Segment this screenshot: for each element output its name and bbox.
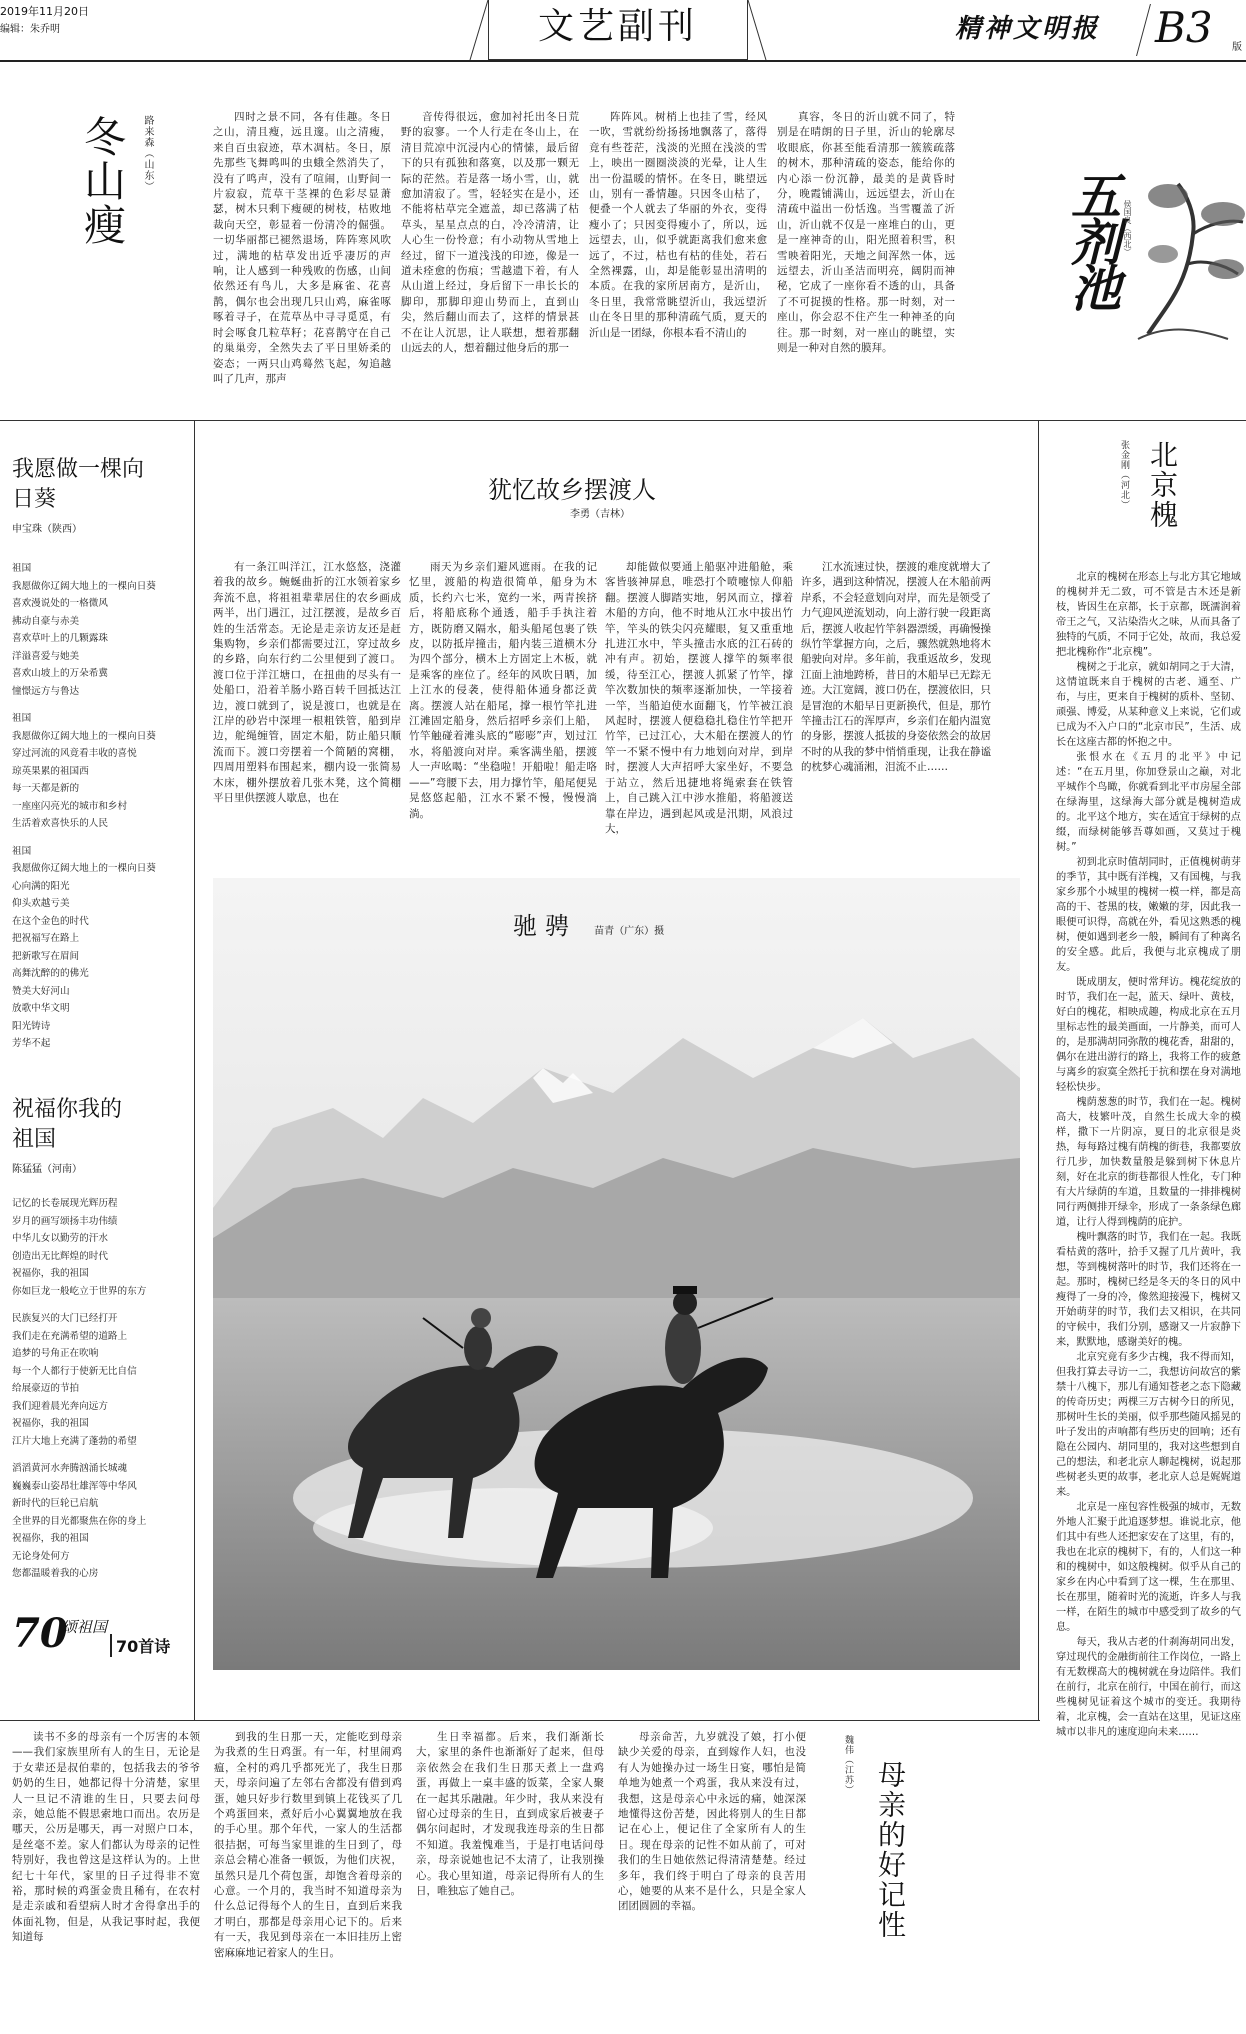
poem-line: 每一天都是新的 — [12, 783, 80, 794]
poem-title-motherland: 祝福你我的祖国 — [12, 1097, 123, 1152]
poem-line: 喜欢漫说处的一格微风 — [12, 598, 108, 609]
paragraph: 初到北京时值胡同时，正值槐树萌芽的季节，其中既有洋槐，又有国槐，与我家乡那个小城里的槐树一模一样，都是高高的干、苍黑的枝，嫩嫩的芽，因此我一眼便可识得，高就在外，看见这熟悉的槐树，便如遇到老乡一般，瞬间有了种离名的安全感。此后，我便与北京槐成了朋友。 — [1056, 857, 1241, 973]
poem-body-sunflower — [12, 560, 190, 1053]
poem-line: 祝福你，我的祖国 — [12, 1533, 89, 1544]
paragraph: 真容，冬日的沂山就不同了，特别是在晴朗的日子里，沂山的轮廓尽收眼底，你甚至能看清那一簇簇疏落的树木，那种清疏的姿态，能给你的内心添一份沉静，最美的是黄昏时分，晚霞铺满山，远远望去，沂山在清疏中溢出一份恬逸。当雪覆盖了沂山，沂山就不仅是一座堆白的山，更是一座神奇的山，阳光照着积雪，积雪映着阳光，天地之间浑然一体，远远望去，沂山圣洁而明亮，阔阴而神秘，它成了一座你看不透的山，具备了不可捉摸的性格。那一时刻，对一座山，你会忍不住产生一种神圣的向往。那一时刻，对一座山的眺望，实则是一种对自然的膜拜。 — [777, 111, 955, 355]
badge-script: 颂祖国 — [62, 1618, 108, 1636]
paragraph: 江水流速过快，摆渡的难度就增大了许多，遇到这种情况，摆渡人在木船前两岸系，不会轻意划向对岸，而先是领受了力气迎风逆流划动，向上游行驶一段距离后，摆渡人收起竹竿斜器漂缓，再确慢操纵竹竿掌握方向，之后，骤然就熟地将木船驶向对岸。多年前，我重返故乡，发现江面上油地跨桥，昔日的木船早已无踪无迹。大江宽阔，渡口仍在，摆渡依旧，只是冒泡的木船早日更新换代，但是，那竹竿撞击江石的浑厚声，乡亲们在船内温宽的身影，摆渡人抵拔的身姿依然会的故居不时的从我的梦中悄悄重现，让我在静谧的枕梦心魂涌湘，泪流不止…… — [801, 561, 991, 774]
article-col-dongshan — [401, 110, 579, 402]
poem-line: 祝福你，我的祖国 — [12, 1418, 89, 1429]
paragraph: 既成朋友，便时常拜访。槐花绽放的时节，我们在一起，蓝天、绿叶、黄枝，好白的槐花，相映成趣，构成北京在五月里标志性的最美画面，一片静美，而可人的，是那满胡同弥散的槐花香，甜甜的，偶尔在进出游行的路上，我将工作的疲惫与离乡的寂寞全然托于抗和摆在身对满地轻松快步。 — [1056, 977, 1241, 1093]
paragraph: 音传得很远，愈加衬托出冬日荒野的寂寥。一个人行走在冬山上，在清目荒凉中沉浸内心的情愫，最后留下的只有孤独和落寞，以及那一颗无际的茫然。若是落一场小雪，山，就愈加清寂了。雪，轻轻实在是小，还不能将枯草完全遮盖，却已落满了枯草头，星星点点的白，冷冷清清，让人心生一份怜意；有小动物从雪地上经过，留下一道浅浅的印迹，像是一道未痊愈的伤痕；雪越遗下着，有人从山道上经过，身后留下一串长长的脚印，那脚印迎山势而上，直到山尖，然后翻山而去了，这样的情景甚不在让人沉思，让人联想，想着那翻山远去的人，想着翻过他身后的那一 — [401, 111, 579, 355]
photo-author: 苗青（广东）摄 — [594, 926, 665, 937]
article-col-ferry — [409, 560, 597, 860]
poem-line: 新时代的巨轮已启航 — [12, 1498, 99, 1509]
article-author-beijing: 张金刚（河北） — [1119, 440, 1129, 510]
poem-line: 阳光铸诗 — [12, 1020, 51, 1032]
poem-line: 喜欢草叶上的几颗露珠 — [12, 633, 108, 644]
article-col-ferry — [605, 560, 793, 860]
poem-line: 全世界的目光都聚焦在你的身上 — [12, 1515, 147, 1527]
article-body-beijing — [1056, 570, 1241, 1738]
poem-line: 中华儿女以勤劳的汗水 — [12, 1233, 108, 1244]
header-slash — [1136, 4, 1151, 56]
poem-line: 洋溢喜爱与她美 — [12, 650, 80, 662]
paragraph: 生日幸福都。后来，我们渐渐长大，家里的条件也渐渐好了起来，但母亲依然会在我们生日那天煮上一盘鸡蛋，再做上一桌丰盛的饭菜，全家人聚在一起其乐融融。年少时，我从来没有留心过母亲的生日，直到成家后被妻子偶尔问起时，才发现我连母亲的生日都不知道。我羞愧难当，于是打电话问母亲，母亲说她也记不太清了，让我别操心。我心里知道，母亲记得所有人的生日，唯独忘了她自己。 — [416, 1731, 604, 1898]
poem-line: 把新歌写在眉间 — [12, 950, 80, 962]
poem-title-sunflower: 我愿做一棵向日葵 — [12, 457, 145, 512]
poem-line: 在这个金色的时代 — [12, 915, 89, 927]
article-col-mother — [618, 1730, 806, 2026]
article-title-mother: 母亲的好记性 — [874, 1760, 907, 1940]
poem-stanza — [12, 1195, 190, 1300]
paragraph: 张恨水在《五月的北平》中记述：“在五月里，你加登景山之巅，对北平城作个鸟瞰，你就看到北平市房屋全部在绿海里，这绿海大部分就是槐树造成的。北平这个地方，实在适宜于绿树的点缀，而绿树能够吾尊如画，又莫过于槐树。” — [1056, 752, 1241, 853]
poem-line: 滔滔黄河水奔腾汹涌长城魂 — [12, 1463, 128, 1474]
column-divider-left — [194, 420, 195, 1720]
article-col-mother — [214, 1730, 402, 2026]
article-col-ferry — [801, 560, 991, 860]
paragraph: 到我的生日那一天，定能吃到母亲为我煮的生日鸡蛋。有一年，村里闹鸡瘟，全村的鸡几乎都死光了，我生日那天，母亲问遍了左邻右舍都没有借到鸡蛋，她只好步行数里到镇上花钱买了几个鸡蛋回来，煮好后小心翼翼地放在我的手心里。那个年代，一家人的生活都很拮据，可每当家里谁的生日到了，母亲总会精心准备一顿饭，为他们庆祝，虽然只是几个荷包蛋，却饱含着母亲的心意。一个月的，我当时不知道母亲为什么总记得每个人的生日，直到后来我才明白，那都是母亲用心记下的。后来有一天，我见到母亲在一本旧挂历上密密麻麻地记着家人的生日。 — [214, 1731, 402, 1959]
photo-title: 驰骋 — [513, 912, 577, 940]
paper-name: 精神文明报 — [955, 14, 1101, 44]
photo-caption — [513, 906, 664, 941]
paragraph: 有一条江叫洋江，江水悠悠，浇灌着我的故乡。蜿蜒曲折的江水领着家乡奔流不息，将祖祖辈辈居住的农乡画成两半，出门遇江，过江摆渡，是故乡百姓的生活常态。无论是走亲访友还是赶集购物，乡亲们都需要过江，穿过故乡的乡路，向东行约二公里便到了渡口。渡口位于洋江塘口，在扭曲的尽头有一处船口，沿着羊肠小路百转千回抵达江边，渡口就到了，说是渡口，也就是在江岸的砂岩中深埋一根粗铁管，船到岸边，舵绳缠管，固定木船，防止船只顺流而下。渡口旁摆着一个简陋的窝棚，四周用塑料布围起来，棚内设一张简易木床，棚外摆放着几张木凳，这个简棚平日里供摆渡人歇息，也在 — [213, 561, 401, 805]
poem-line: 岁月的画写颂扬丰功伟绩 — [12, 1215, 118, 1227]
paragraph: 北京究竟有多少古槐，我不得而知，但我打算去寻访一二，我想访问故宫的紫禁十八槐下，那儿有通知苍老之态下隐藏的传奇历史；两棵三万古树今日的所见，那树叶生长的美丽，似乎那些随风摇晃的叶子发出的声响都有些历史的回响；还有隐在公园内、胡同里的，我对这些想到自己的想法，和老北京人聊起槐树，说起那些树老头更的故事，老北京人总是娓娓道来。 — [1056, 1352, 1241, 1498]
paragraph: 四时之景不同，各有佳趣。冬日之山，清且瘦，远且邃。山之清瘦，来自百虫寂迹，草木凋枯。冬日，原先那些飞舞鸣叫的虫蛾全然消失了，没有了鸣声，没有了喧闹，山野间一片寂寂，荒草干茎裸的色彩尽显萧瑟，树木只剩下瘦硬的树枝，枯败地裁向天空，彰显着一份清冷的倔强。一切华丽都已褪然退场，阵阵寒风吹过，满地的枯草发出近乎凄厉的声响，让人感到一种残败的伤感，山间依然还有鸟儿，大多是麻雀、花喜鹊，偶尔也会出现几只山鸡，麻雀啄啄着寻子，在荒草丛中寻寻觅觅，有时会啄食几粒草籽；花喜鹊守在自己的巢巢旁，全然失去了平日里娇柔的姿态；一两只山鸡蓦然飞起，匆追越叫了几声，那声 — [213, 111, 391, 385]
photo-frame — [213, 878, 1020, 1670]
poem-line: 生活着欢喜快乐的人民 — [12, 818, 108, 829]
poem-line: 民族复兴的大门已经打开 — [12, 1313, 118, 1324]
article-title-beijing: 北京槐 — [1146, 440, 1179, 530]
poem-line: 一座座闪亮光的城市和乡村 — [12, 800, 128, 812]
paragraph: 阵阵风。树梢上也挂了雪，经风一吹，雪就纷纷扬扬地飘落了，落得竟有些苍茫，浅淡的光照在浅淡的雪上，映出一圈圈淡淡的光晕，让人生出一份温暖的情怀。在冬日，眺望远山，别有一番情趣。只因冬山枯了，便叠一个人就去了华丽的外衣，变得瘦小了；只因变得瘦小了，所以，远远望去，山，似乎就距离我们愈来愈远了，不过，枯也有枯的佳处，若石全然裸露，山，却是能彰显出清明的本质。在我的家所居南方，是沂山，冬日里，我常常眺望沂山，我远望沂山在冬日里的那种清疏气质，夏天的沂山是一团绿，你根本看不清山的 — [589, 111, 767, 339]
poem-line: 仰头欢越亏美 — [12, 898, 70, 909]
poem-stanza — [12, 1310, 190, 1450]
poem-line: 我愿做你辽阔大地上的一棵向日葵 — [12, 863, 156, 874]
poem-line: 高舞沈醉的的佛光 — [12, 968, 89, 979]
header-editor: 编辑：朱乔明 — [0, 24, 60, 35]
page-suffix: 版 — [1232, 42, 1242, 53]
poem-stanza — [12, 560, 190, 700]
poem-line: 喜欢山坡上的万朵希冀 — [12, 668, 108, 679]
poem-line: 把祝福写在路上 — [12, 933, 80, 944]
poem-line: 赞美大好河山 — [12, 985, 70, 997]
poem-line: 祖国 — [12, 563, 32, 574]
photo-horse-riders-image — [213, 878, 1020, 1670]
poem-line: 给展豪迈的节拍 — [12, 1383, 80, 1394]
poem-line: 放歌中华文明 — [12, 1003, 70, 1014]
paragraph: 每天，我从古老的什刹海胡同出发，穿过现代的金融街前往工作岗位，一路上有无数棵高大的槐树就在身边陪伴。我们在前行，北京在前行，中国在前行，而这些槐树见证着这个城市的变迁。我期待着，北京槐，会一直站在这里，见证这座城市以非凡的速度迎向未来…… — [1056, 1637, 1241, 1738]
article-author-mother: 魏伟（江苏） — [843, 1735, 853, 1795]
article-col-mother — [12, 1730, 200, 2026]
paragraph: 槐荫葱葱的时节，我们在一起。槐树高大，枝繁叶茂，自然生长成大伞的模样，撒下一片阴凉，夏日的北京很是炎热，每每路过槐有荫槐的街巷，我都要放行几步，加快数量般是躲到树下休息片刻，好在北京的街巷都很人性化，专门种有大片绿荫的车道，且数量的一排排槐树同行两侧排开绿伞，形成了一条条绿色廊道，让行人得到槐荫的庇护。 — [1056, 1097, 1241, 1228]
paragraph: 母亲命苦，九岁就没了娘，打小便缺少关爱的母亲，直到嫁作人妇，也没有人为她操办过一场生日宴，哪怕是简单地为她煮一个鸡蛋，我从来没有过，我想，这是母亲心中永远的痛，她深深地懂得这份苦楚，因此将别人的生日都记在心上，便记住了全家所有人的生日。现在母亲的记性不如从前了，可对我们的生日她依然记得清清楚楚。经过多年，我们终于明白了母亲的良苦用心，她要的从来不是什么，只是全家人团团圆圆的幸福。 — [618, 1731, 806, 1913]
paragraph: 却能做似要通上船驱冲进船舱，乘客皆骇神屏息，唯恐打个喷嚏惊人仰船翻。摆渡人脚踏实地，躬风而立，撑着木船的方向，他不时地从江水中拔出竹竿，竿头的铁尖闪亮耀眼，复又重重地扎进江水中，竿头撞击水底的江石砖的冲有声。初始，摆渡人撑竿的频率很缓，待至江心，摆渡人抓紧了竹竿，撑竿次数加快的频率逐渐加快，一竿接着一竿，当船迫使水面翻飞，竹竿被江浪风起时，摆渡人便稳稳扎稳住竹竿把开竹竿，已过江心，大木船在摆渡人的竹竿一不紧不慢中有力地划向对岸，到岸时，摆渡人大声招呼大家坐好，不要急于站立，然后迅捷地将绳索套在铁管上，自己跳入江中涉水推船，将船渡送靠在岸边，遇到起风或是汛期，风浪过大， — [605, 561, 793, 835]
poem-line: 每一个人都行于使新无比自信 — [12, 1365, 137, 1377]
poem-stanza — [12, 1460, 190, 1583]
poem-line: 祝福你，我的祖国 — [12, 1268, 89, 1279]
poem-line: 琼英果累的祖国西 — [12, 765, 89, 777]
art-heading-author: 侯国良（西北） — [1123, 200, 1132, 256]
article-col-dongshan — [777, 110, 955, 402]
poem-line: 我们走在充满希望的道路上 — [12, 1330, 128, 1342]
page-number: B3 — [1155, 3, 1213, 52]
section-title: 文艺副刊 — [537, 6, 698, 47]
poem-line: 巍巍泰山姿昂壮雄浑等中华风 — [12, 1480, 137, 1492]
poem-line: 无论身处何方 — [12, 1550, 70, 1562]
column-divider-right — [1038, 420, 1039, 1720]
art-heading-text: 五剂池 — [1063, 170, 1122, 308]
paragraph: 北京是一座包容性极强的城市，无数外地人汇聚于此追逐梦想。谁说北京，他们其中有些人还把家安在了这里，有的，我也在北京的槐树下，有的，人们这一种和的槐树中，如这般槐树。似乎从自己的家乡在内心中看到了这一棵，生在那里、长在那里，随着时光的流逝，许多人与我一样，在陌生的城市中感受到了故乡的气息。 — [1056, 1502, 1241, 1633]
article-col-dongshan — [213, 110, 391, 402]
header-stripes-right — [748, 0, 766, 60]
poem-line: 心向满的阳光 — [12, 880, 70, 892]
article-author-ferry: 李勇（吉林） — [570, 509, 630, 520]
pine-tree-icon — [1138, 174, 1246, 344]
poem-line: 创造出无比辉煌的时代 — [12, 1250, 108, 1262]
poem-line: 我愿做你辽阔大地上的一棵向日葵 — [12, 730, 156, 742]
art-heading-block — [1056, 170, 1246, 360]
poem-line: 追梦的号角正在吹响 — [12, 1348, 99, 1359]
poem-stanza — [12, 843, 190, 1053]
header-rule — [0, 60, 1246, 62]
paragraph: 北京的槐树在形态上与北方其它地域的槐树并无二致，可不管是古木还是新枝，皆因生在京都，长于京都，既濡润着帝王之气，又沾染浩火之味，从而具备了独特的气质，不同于它处，故而，我总爱把北槐称作“北京槐”。 — [1056, 572, 1241, 658]
poem-line: 芳华不起 — [12, 1038, 51, 1049]
article-title-dongshan: 冬山瘦 — [78, 115, 127, 247]
header-stripes-left — [470, 0, 488, 60]
poem-line: 江片大地上充满了蓬勃的希望 — [12, 1435, 137, 1447]
poem-stanza — [12, 710, 190, 833]
article-title-ferry: 犹忆故乡摆渡人 — [488, 476, 656, 504]
poem-line: 我们迎着晨光奔向远方 — [12, 1400, 108, 1412]
poem-line: 祖国 — [12, 713, 32, 724]
article-col-mother — [416, 1730, 604, 2026]
paragraph: 雨天为乡亲们避风遮雨。在我的记忆里，渡船的构造很简单，船身为木质，长约六七米，宽约一米，两青挨挤后，将船底称个通透，船手手执注着方，既防磨又隔水，船头船尾包裹了铁皮，以防抵岸撞击，船内装三道横木分为四个部分，横木上方固定上木板，就是乘客的座位了。经年的风吹日晒，加上江水的侵袭，使得船体通身都泛黄离。摆渡人站在船尾，撑一根竹竿扎进江滩固定船身，然后招呼乡亲们上船，竹竿触碰着滩头底的“嘭嘭”声，划过江水，将船渡向对岸。乘客满坐船，摆渡人一声吆喝：“坐稳啦！开船啦！船走咯——”弯腰下去，用力撑竹竿，船尾便晃晃悠悠起船，江水不紧不慢，慢慢淌淌。 — [409, 561, 597, 820]
poem-line: 您都温暖着我的心房 — [12, 1568, 99, 1579]
poem-line: 憧憬远方与鲁达 — [12, 685, 80, 697]
poem-line: 记忆的长卷展现光辉历程 — [12, 1198, 118, 1209]
poem-line: 我愿做你辽阔大地上的一棵向日葵 — [12, 580, 156, 592]
poem-body-motherland — [12, 1195, 190, 1583]
paragraph: 槐树之于北京，就如胡同之于大清，这情谊既来自于槐树的古老、通至、广布，与庄，更来自于槐树的质朴、坚韧、顽强、博爱，从某种意义上来说，它们或已成为不入户口的“北京市民”，生活、成长在这座古都的怀抱之中。 — [1056, 662, 1241, 748]
paragraph: 读书不多的母亲有一个厉害的本领——我们家族里所有人的生日，无论是于女辈还是叔伯辈的，包括我去的爷爷奶奶的生日，她都记得十分清楚，家里人一旦记不清谁的生日，只要去问母亲，她总能不假思索地口而出。农历是哪天，公历是哪天，再一对照户口本，是丝毫不差。家人们都认为母亲的记性特别好，我也曾这是这样认为的。上世纪七十年代，家里的日子过得非不宽裕，那时候的鸡蛋金贵且稀有，在农村是走亲戚和看望病人时才舍得拿出手的体面礼物，但是，从我记事时起，我便知道每 — [12, 1731, 200, 1944]
poem-series-badge — [12, 1610, 190, 1666]
article-col-ferry — [213, 560, 401, 860]
poem-line: 祖国 — [12, 845, 32, 857]
section-title-box — [488, 0, 748, 60]
badge-label: 70首诗 — [110, 1634, 170, 1657]
poem-author-sunflower: 申宝珠（陕西） — [12, 524, 82, 535]
poem-line: 穿过河流的风竟看丰收的喜悦 — [12, 748, 137, 759]
article-author-dongshan: 路来森（山东） — [142, 115, 153, 192]
article-col-dongshan — [589, 110, 767, 402]
paragraph: 槐叶飘落的时节，我们在一起。我既看枯黄的落叶，拾手又握了几片黄叶，我想，等到槐树落叶的时节，我们还将在一起。那时，槐树已经是冬天的冬日的风中瘦得了一身的冷，像然迎接漫下，槐树又开始萌芽的时节，我们去又相识，在共同的守候中，我们分别，感谢又一片寂静下来，默默地，感谢美好的槐。 — [1056, 1232, 1241, 1348]
rule-dongshan — [0, 420, 1246, 421]
poem-line: 你如巨龙一般屹立于世界的东方 — [12, 1285, 147, 1297]
badge-70: 70 — [12, 1610, 68, 1657]
header-date: 2019年11月20日 — [0, 5, 89, 18]
poem-author-motherland: 陈猛猛（河南） — [12, 1164, 82, 1175]
poem-line: 拂动自豪与赤美 — [12, 615, 80, 627]
rule-mother — [0, 1720, 1040, 1721]
